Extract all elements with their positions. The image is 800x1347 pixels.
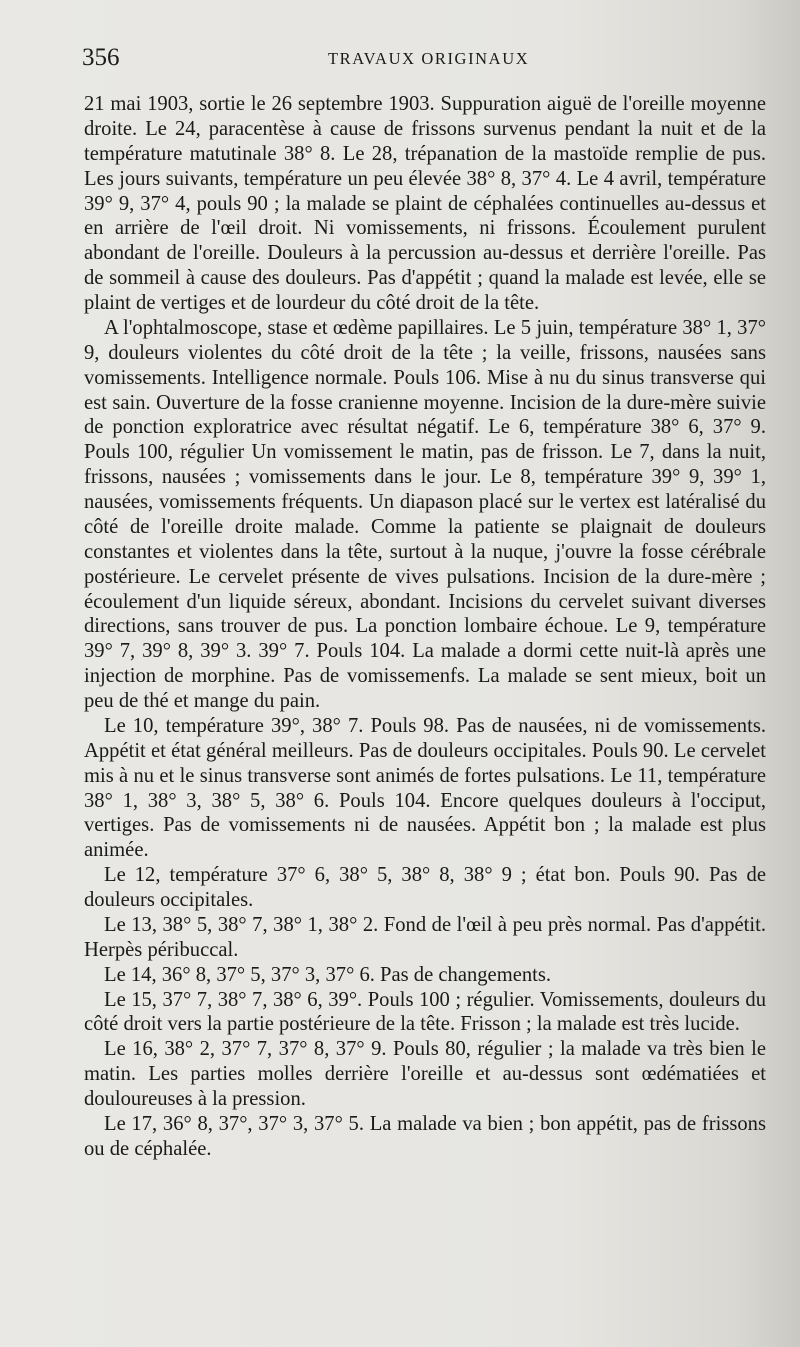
body-text (84, 92, 766, 1162)
paragraph-day-12: Le 12, température 37° 6, 38° 5, 38° 8, 38° 9 ; état bon. Pouls 90. Pas de douleurs occipitales. (84, 864, 766, 911)
page-number: 356 (82, 44, 120, 71)
paragraph-day-16: Le 16, 38° 2, 37° 7, 37° 8, 37° 9. Pouls 80, régulier ; la malade va très bien le matin. Les parties molles derrière l'oreille et au-dessus sont œdématiées et douloureuses à la pression. (84, 1038, 766, 1110)
paragraph-day-10: Le 10, température 39°, 38° 7. Pouls 98. Pas de nausées, ni de vomissements. Appétit et état général meilleurs. Pas de douleurs occipitales. Pouls 90. Le cervelet mis à nu et le sinus transverse sont animés de fortes pulsations. Le 11, température 38° 1, 38° 3, 38° 5, 38° 6. Pouls 104. Encore quelques douleurs à l'occiput, vertiges. Pas de vomissements ni de nausées. Appétit bon ; la malade est plus animée. (84, 714, 766, 862)
paragraph-ophtalmoscope: A l'ophtalmoscope, stase et œdème papillaires. Le 5 juin, température 38° 1, 37° 9, douleurs violentes du côté droit de la tête ; la veille, frissons, nausées sans vomissements. Intelligence normale. Pouls 106. Mise à nu du sinus transverse qui est sain. Ouverture de la fosse cranienne moyenne. Incision de la dure-mère suivie de ponction exploratrice avec résultat négatif. Le 6, température 38° 6, 37° 9. Pouls 100, régulier Un vomissement le matin, pas de frisson. Le 7, dans la nuit, frissons, nausées ; vomissements dans le jour. Le 8, température 39° 9, 39° 1, nausées, vomissements fréquents. Un diapason placé sur le vertex est latéralisé du côté de l'oreille droite malade. Comme la patiente se plaignait de douleurs constantes et violentes dans la tête, surtout à la nuque, j'ouvre la fosse cérébrale postérieure. Le cervelet présente de vives pulsations. Incision de la dure-mère ; écoulement d'un liquide séreux, abondant. Incisions du cervelet suivant diverses directions, sans trouver de pus. La ponction lombaire échoue. Le 9, température 39° 7, 39° 8, 39° 3. 39° 7. Pouls 104. La malade a dormi cette nuit-là après une injection de morphine. Pas de vomissemenfs. La malade se sent mieux, boit un peu de thé et mange du pain. (84, 316, 766, 712)
paragraph-continuation: 21 mai 1903, sortie le 26 septembre 1903. Suppuration aiguë de l'oreille moyenne droite. Le 24, paracentèse à cause de frissons survenus pendant la nuit et de la température matutinale 38° 8. Le 28, trépanation de la mastoïde remplie de pus. Les jours suivants, température un peu élevée 38° 8, 37° 4. Le 4 avril, température 39° 9, 37° 4, pouls 90 ; la malade se plaint de céphalées continuelles au-dessus et en arrière de l'œil droit. Ni vomissements, ni frissons. Écoulement purulent abondant de l'oreille. Douleurs à la percussion au-dessus et derrière l'oreille. Pas de sommeil à cause des douleurs. Pas d'appétit ; quand la malade est levée, elle se plaint de vertiges et de lourdeur du côté droit de la tête. (84, 93, 766, 314)
paragraph-day-14: Le 14, 36° 8, 37° 5, 37° 3, 37° 6. Pas de changements. (104, 963, 552, 986)
paragraph-day-13: Le 13, 38° 5, 38° 7, 38° 1, 38° 2. Fond de l'œil à peu près normal. Pas d'appétit. Herpès péribuccal. (84, 913, 766, 961)
running-head (82, 40, 760, 76)
paragraph-day-15: Le 15, 37° 7, 38° 7, 38° 6, 39°. Pouls 100 ; régulier. Vomissements, douleurs du côté droit vers la partie postérieure de la tête. Frisson ; la malade est très lucide. (84, 988, 766, 1036)
paragraph-day-17: Le 17, 36° 8, 37°, 37° 3, 37° 5. La malade va bien ; bon appétit, pas de frissons ou de céphalée. (84, 1112, 766, 1160)
running-title: TRAVAUX ORIGINAUX (328, 49, 530, 68)
